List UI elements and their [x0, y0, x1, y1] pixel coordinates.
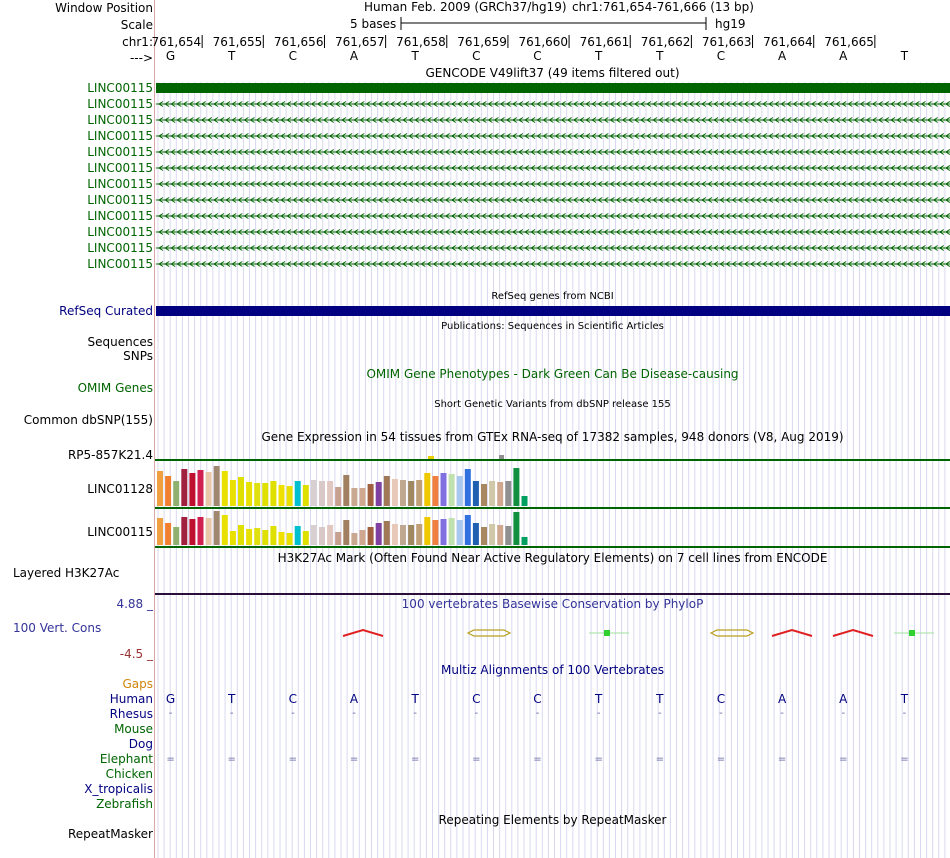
h3k27ac-label[interactable]: Layered H3K27Ac	[13, 566, 120, 580]
gtex-bar-linc01128	[311, 480, 317, 506]
base-letter: A	[839, 49, 848, 63]
elephant-base: =	[227, 754, 236, 765]
gtex-bar-linc01128	[432, 476, 438, 506]
gtex-bar-linc01128	[473, 481, 479, 506]
gencode-transcript-label: LINC00115	[87, 241, 153, 255]
base-letter: G	[165, 49, 176, 63]
gtex-bar-linc00115	[368, 527, 374, 545]
gtex-bar-linc00115	[279, 532, 285, 545]
gencode-transcript-label: LINC00115	[87, 257, 153, 271]
phylop-min-label: -4.5 _	[119, 647, 153, 661]
species-label: Rhesus	[109, 707, 153, 721]
gtex-bar-linc00115	[441, 519, 447, 545]
scale-label: Scale	[120, 18, 153, 32]
gtex-bar-linc00115	[198, 517, 204, 545]
gtex-bar-linc01128	[189, 473, 195, 506]
gtex-bar-linc01128	[424, 473, 430, 506]
coordinate-label: 761,657	[334, 35, 385, 49]
human-base: T	[656, 692, 664, 706]
multiz-track-title: Multiz Alignments of 100 Vertebrates	[440, 663, 665, 677]
gtex-bar-linc01128	[392, 479, 398, 506]
species-label: X_tropicalis	[84, 782, 153, 796]
coordinate-label: 761,665	[824, 35, 874, 49]
gtex-bar-linc01128	[343, 475, 349, 506]
gencode-exon-bar	[156, 83, 950, 93]
position-text: chr1:761,654-761,666 (13 bp)	[572, 0, 754, 14]
gtex-bar-linc00115	[222, 515, 228, 545]
gtex-bar-linc00115	[522, 537, 528, 545]
rhesus-base: -	[780, 708, 784, 719]
gtex-bar-linc01128	[303, 485, 309, 506]
rhesus-base: -	[841, 708, 846, 719]
gtex-bar-linc01128	[319, 481, 325, 506]
gtex-bar-linc01128	[497, 482, 503, 506]
refseq-track-title: RefSeq genes from NCBI	[491, 291, 614, 302]
strand-label: --->	[129, 51, 153, 65]
base-letter: T	[594, 49, 603, 63]
base-letter: C	[472, 49, 481, 63]
coordinate-label: 761,664	[763, 35, 813, 49]
gtex-bar-linc01128	[287, 486, 293, 506]
rhesus-base: -	[902, 708, 907, 719]
elephant-base: =	[166, 754, 175, 765]
elephant-base: =	[716, 754, 726, 765]
rhesus-base: -	[719, 708, 723, 719]
human-base: A	[349, 692, 359, 706]
gtex-gene-3[interactable]: LINC00115	[87, 525, 153, 539]
gtex-bar-linc00115	[473, 523, 479, 545]
gtex-bar-linc01128	[262, 483, 268, 506]
rhesus-base: -	[229, 708, 234, 719]
gtex-track-title: Gene Expression in 54 tissues from GTEx RNA-seq of 17382 samples, 948 donors (V8, Aug 2019)	[261, 430, 844, 444]
coordinate-label: 761,656	[273, 35, 324, 49]
gtex-bar-linc01128	[376, 482, 382, 506]
elephant-base: =	[533, 754, 542, 765]
gtex-bar-linc01128	[351, 488, 357, 506]
human-base: T	[411, 692, 419, 706]
coordinate-label: 761,662	[640, 35, 691, 49]
gtex-bar-rp5	[428, 456, 434, 459]
gencode-transcript-label: LINC00115	[87, 225, 153, 239]
rhesus-base: -	[596, 708, 601, 719]
gtex-bar-linc00115	[400, 525, 406, 545]
gtex-bar-linc00115	[335, 532, 341, 545]
gtex-bar-linc00115	[173, 527, 179, 545]
coordinate-label: 761,659	[457, 35, 507, 49]
rhesus-base: -	[535, 708, 540, 719]
base-letter: C	[716, 49, 726, 63]
human-base: G	[165, 692, 176, 706]
gtex-bar-linc00115	[457, 520, 463, 545]
gencode-transcript-label: LINC00115	[87, 193, 153, 207]
gtex-bar-linc01128	[335, 487, 341, 506]
gtex-bar-linc00115	[254, 528, 260, 545]
gtex-bar-linc00115	[157, 518, 163, 545]
repeatmasker-label[interactable]: RepeatMasker	[67, 827, 153, 841]
gtex-bar-linc00115	[376, 523, 382, 545]
window-position-label: Window Position	[55, 1, 153, 15]
gtex-bar-linc00115	[238, 525, 244, 545]
species-label: Dog	[128, 737, 153, 751]
gtex-bar-linc01128	[173, 481, 179, 506]
gtex-bar-linc00115	[230, 531, 236, 545]
omim-label[interactable]: OMIM Genes	[77, 381, 153, 395]
elephant-base: =	[655, 754, 664, 765]
coordinate-label: 761,661	[579, 35, 630, 49]
rhesus-base: -	[413, 708, 417, 719]
gtex-bar-linc00115	[432, 520, 438, 545]
gtex-bar-linc01128	[368, 484, 374, 506]
elephant-base: =	[777, 754, 787, 765]
species-label: Human	[109, 692, 153, 706]
gtex-bar-linc00115	[497, 525, 503, 545]
human-base: C	[472, 692, 481, 706]
gtex-bar-linc00115	[343, 520, 349, 545]
gtex-bar-linc01128	[489, 481, 495, 506]
gencode-transcript-label: LINC00115	[87, 177, 153, 191]
gtex-bar-linc00115	[327, 525, 333, 545]
gtex-bar-linc01128	[230, 480, 236, 506]
gtex-bar-linc00115	[262, 530, 268, 545]
gtex-bar-linc01128	[481, 484, 487, 506]
phylop-mark	[468, 630, 510, 636]
gtex-bar-linc00115	[360, 530, 366, 545]
rhesus-base: -	[352, 708, 356, 719]
omim-track-title: OMIM Gene Phenotypes - Dark Green Can Be Disease-causing	[366, 367, 739, 381]
publications-track-title: Publications: Sequences in Scientific Articles	[441, 321, 664, 332]
gtex-bar-linc01128	[279, 485, 285, 506]
gtex-bar-linc00115	[165, 523, 171, 545]
gtex-bar-linc01128	[522, 496, 528, 506]
gtex-bar-linc01128	[384, 476, 390, 506]
gtex-bar-linc00115	[287, 533, 293, 545]
phylop-mark	[604, 630, 610, 636]
elephant-base: =	[900, 754, 909, 765]
coordinate-label: 761,660	[518, 35, 569, 49]
gencode-transcript-label: LINC00115	[87, 97, 153, 111]
elephant-base: =	[288, 754, 298, 765]
phylop-max-label: 4.88 _	[116, 597, 153, 611]
gtex-bar-linc00115	[189, 519, 195, 545]
repeatmasker-track-title: Repeating Elements by RepeatMasker	[438, 813, 667, 827]
base-letter: C	[288, 49, 298, 63]
rhesus-base: -	[474, 708, 479, 719]
db-label: hg19	[715, 17, 746, 31]
species-label: Zebrafish	[96, 797, 153, 811]
gtex-bar-linc01128	[408, 481, 414, 506]
elephant-base: =	[410, 754, 420, 765]
gtex-bar-linc00115	[481, 527, 487, 545]
base-letter: T	[228, 49, 236, 63]
gtex-bar-linc01128	[513, 468, 519, 506]
scale-text: 5 bases	[350, 17, 397, 31]
phylop-mark	[343, 630, 383, 636]
gtex-bar-linc01128	[198, 470, 204, 506]
refseq-label[interactable]: RefSeq Curated	[59, 304, 153, 318]
gtex-bar-linc00115	[449, 518, 455, 545]
gtex-bar-linc01128	[441, 473, 447, 506]
gtex-bar-linc00115	[206, 518, 212, 545]
gtex-bar-linc00115	[489, 524, 495, 545]
gtex-bar-linc00115	[311, 525, 317, 545]
gtex-bar-linc01128	[165, 476, 171, 506]
human-base: T	[900, 692, 909, 706]
gencode-track-title: GENCODE V49lift37 (49 items filtered out)	[425, 66, 680, 80]
phylop-mark	[909, 630, 915, 636]
gtex-bar-linc00115	[270, 526, 276, 545]
gaps-label[interactable]: Gaps	[122, 677, 153, 691]
snps-label[interactable]: SNPs	[123, 349, 153, 363]
base-letter: A	[778, 49, 787, 63]
dbsnp-label[interactable]: Common dbSNP(155)	[23, 413, 153, 427]
refseq-exon-bar	[156, 306, 950, 316]
gtex-bar-linc00115	[181, 517, 187, 545]
gtex-bar-linc01128	[400, 480, 406, 506]
gencode-transcript-label: LINC00115	[87, 113, 153, 127]
phylop-mark	[711, 630, 753, 636]
gtex-bar-linc00115	[246, 529, 252, 545]
base-letter: C	[533, 49, 542, 63]
base-letter: T	[900, 49, 909, 63]
human-base: C	[288, 692, 298, 706]
gtex-bar-linc01128	[254, 483, 260, 506]
gtex-bar-linc00115	[214, 511, 220, 545]
gtex-bar-linc01128	[246, 482, 252, 506]
gtex-bar-linc01128	[465, 469, 471, 506]
gencode-transcript-label: LINC00115	[87, 209, 153, 223]
gtex-bar-linc00115	[465, 515, 471, 545]
gtex-bar-linc01128	[416, 480, 422, 506]
gtex-bar-rp5	[499, 455, 504, 459]
assembly-text: Human Feb. 2009 (GRCh37/hg19)	[364, 0, 567, 14]
label-divider	[154, 0, 155, 858]
human-base: A	[839, 692, 848, 706]
h3k27ac-track-title: H3K27Ac Mark (Often Found Near Active Regulatory Elements) on 7 cell lines from ENCODE	[277, 551, 828, 565]
rhesus-base: -	[657, 708, 662, 719]
human-base: C	[716, 692, 726, 706]
human-base: C	[533, 692, 542, 706]
coordinate-label: 761,654	[151, 35, 202, 49]
gtex-bar-linc00115	[303, 531, 309, 545]
base-letter: T	[656, 49, 664, 63]
gtex-bar-linc01128	[181, 469, 187, 506]
gencode-transcript-label: LINC00115	[87, 145, 153, 159]
gtex-bar-linc01128	[457, 476, 463, 506]
sequences-label[interactable]: Sequences	[87, 335, 153, 349]
rhesus-base: -	[291, 708, 295, 719]
gtex-bar-linc01128	[449, 474, 455, 506]
gtex-bar-linc00115	[384, 521, 390, 545]
gtex-gene-2[interactable]: LINC01128	[87, 482, 153, 496]
gencode-transcript-label: LINC00115	[87, 161, 153, 175]
coordinate-label: 761,658	[396, 35, 446, 49]
gtex-bar-linc00115	[416, 524, 422, 545]
gtex-bar-linc01128	[238, 477, 244, 506]
species-label: Chicken	[105, 767, 153, 781]
gtex-bar-linc00115	[424, 517, 430, 545]
gtex-bar-linc00115	[295, 526, 301, 545]
base-letter: T	[411, 49, 419, 63]
coordinate-label: 761,663	[701, 35, 752, 49]
human-base: A	[778, 692, 787, 706]
species-label: Elephant	[99, 752, 153, 766]
gtex-gene-1[interactable]: RP5-857K21.4	[67, 448, 153, 462]
elephant-base: =	[472, 754, 481, 765]
gencode-transcript-label: LINC00115	[87, 129, 153, 143]
elephant-base: =	[594, 754, 603, 765]
phylop-track-title: 100 vertebrates Basewise Conservation by PhyloP	[401, 597, 704, 611]
gtex-bar-linc01128	[295, 481, 301, 506]
human-base: T	[228, 692, 236, 706]
gtex-bar-linc01128	[157, 471, 163, 506]
gtex-bar-linc00115	[319, 527, 325, 545]
gtex-bar-linc00115	[513, 512, 519, 545]
gtex-bar-linc01128	[327, 481, 333, 506]
gtex-bar-linc01128	[270, 481, 276, 506]
gtex-bar-linc01128	[360, 488, 366, 506]
gtex-bar-linc01128	[505, 481, 511, 506]
gencode-transcript-label: LINC00115	[87, 81, 153, 95]
gtex-bar-linc00115	[505, 526, 511, 545]
gtex-bar-linc01128	[214, 466, 220, 506]
gtex-bar-linc00115	[392, 524, 398, 545]
human-base: T	[594, 692, 603, 706]
gtex-bar-linc01128	[222, 471, 228, 506]
phylop-label[interactable]: 100 Vert. Cons	[13, 621, 102, 635]
coordinate-label: 761,655	[212, 35, 263, 49]
rhesus-base: -	[168, 708, 173, 719]
species-label: Mouse	[114, 722, 153, 736]
gtex-bar-linc00115	[351, 533, 357, 545]
gtex-bar-linc00115	[408, 525, 414, 545]
gtex-bar-linc01128	[206, 472, 212, 506]
base-letter: A	[349, 49, 359, 63]
chr-label: chr1:	[122, 35, 153, 49]
elephant-base: =	[349, 754, 359, 765]
elephant-base: =	[839, 754, 848, 765]
dbsnp-track-title: Short Genetic Variants from dbSNP release 155	[434, 399, 671, 410]
